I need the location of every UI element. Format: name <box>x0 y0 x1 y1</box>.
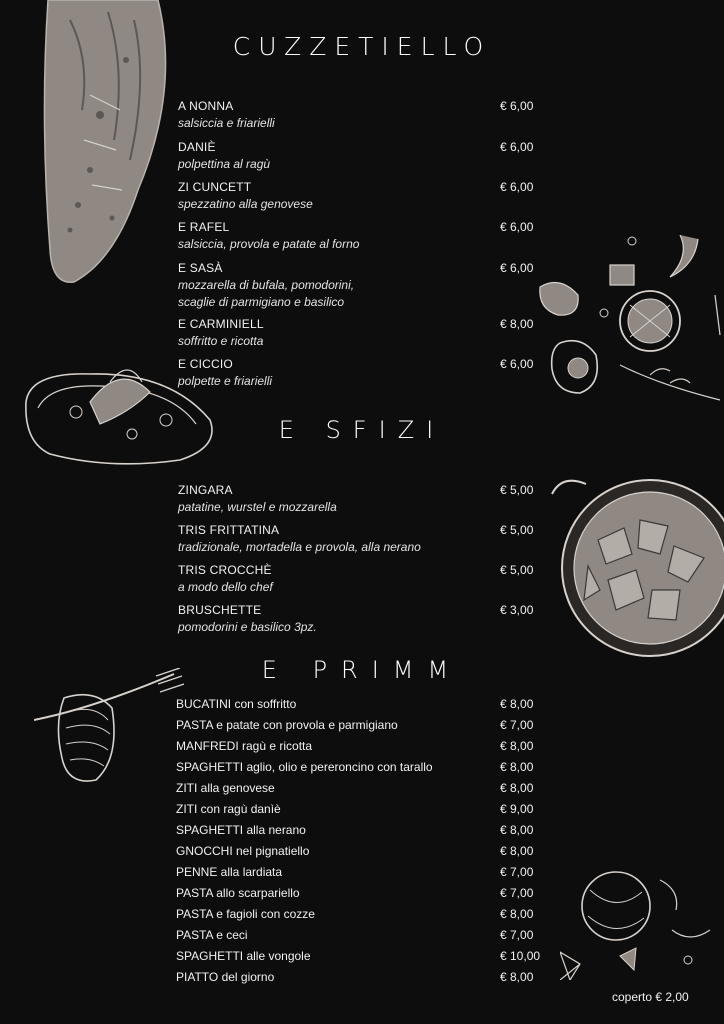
list-item <box>176 717 556 738</box>
menu-item <box>178 602 550 636</box>
section-title-sfizi: E SFIZI <box>278 416 446 444</box>
menu-item <box>178 316 550 350</box>
item-price: € 8,00 <box>500 739 534 753</box>
item-name: ZITI con ragù danìè <box>176 802 281 816</box>
item-name: A NONNA <box>178 99 234 113</box>
item-name: PASTA e fagioli con cozze <box>176 907 315 921</box>
list-item <box>176 969 556 990</box>
item-description: polpettina al ragù <box>178 157 271 171</box>
item-price: € 7,00 <box>500 886 534 900</box>
potato-pan-illustration <box>528 470 724 660</box>
item-name: PENNE alla lardiata <box>176 865 283 879</box>
item-name: MANFREDI ragù e ricotta <box>176 739 313 753</box>
item-price: € 10,00 <box>500 949 541 963</box>
item-price: € 6,00 <box>500 99 534 113</box>
item-name: BRUSCHETTE <box>178 603 262 617</box>
menu-item <box>178 219 550 253</box>
cover-charge: coperto € 2,00 <box>612 990 689 1004</box>
item-name: SPAGHETTI alla nerano <box>176 823 306 837</box>
item-price: € 6,00 <box>500 261 534 275</box>
item-price: € 6,00 <box>500 357 534 371</box>
item-price: € 6,00 <box>500 220 534 234</box>
item-name: ZITI alla genovese <box>176 781 275 795</box>
list-item <box>176 822 556 843</box>
item-name: TRIS FRITTATINA <box>178 523 280 537</box>
item-name: DANIÈ <box>178 140 216 154</box>
item-price: € 8,00 <box>500 781 534 795</box>
section-title-cuzzetiello: CUZZETIELLO <box>232 32 492 61</box>
item-description: polpette e friarielli <box>178 374 273 388</box>
item-price: € 8,00 <box>500 317 534 331</box>
item-description: spezzatino alla genovese <box>178 197 313 211</box>
menu-item <box>178 98 550 132</box>
item-price: € 7,00 <box>500 718 534 732</box>
item-name: GNOCCHI nel pignatiello <box>176 844 310 858</box>
vegetables-illustration <box>520 225 724 420</box>
menu-item <box>178 179 550 213</box>
item-name: E CARMINIELL <box>178 317 264 331</box>
item-price: € 8,00 <box>500 844 534 858</box>
item-name: PASTA allo scarpariello <box>176 886 300 900</box>
item-price: € 8,00 <box>500 970 534 984</box>
list-item <box>176 696 556 717</box>
list-item <box>176 780 556 801</box>
list-item <box>176 948 556 969</box>
item-price: € 7,00 <box>500 865 534 879</box>
item-price: € 6,00 <box>500 140 534 154</box>
item-name: PIATTO del giorno <box>176 970 275 984</box>
item-name: TRIS CROCCHÈ <box>178 563 272 577</box>
item-name: ZINGARA <box>178 483 233 497</box>
item-description: scaglie di parmigiano e basilico <box>178 295 345 309</box>
item-price: € 5,00 <box>500 563 534 577</box>
spaghetti-fork-illustration <box>34 668 184 798</box>
item-description: a modo dello chef <box>178 580 273 594</box>
item-description: pomodorini e basilico 3pz. <box>178 620 317 634</box>
item-name: E SASÀ <box>178 261 223 275</box>
list-item <box>176 759 556 780</box>
list-item <box>176 906 556 927</box>
item-name: SPAGHETTI alle vongole <box>176 949 311 963</box>
menu-item <box>178 482 550 516</box>
item-price: € 8,00 <box>500 697 534 711</box>
item-price: € 8,00 <box>500 760 534 774</box>
item-price: € 8,00 <box>500 907 534 921</box>
menu-item <box>178 562 550 596</box>
item-price: € 5,00 <box>500 483 534 497</box>
item-description: salsiccia e friarielli <box>178 116 275 130</box>
item-description: salsiccia, provola e patate al forno <box>178 237 360 251</box>
list-item <box>176 843 556 864</box>
menu-item <box>178 139 550 173</box>
farfalle-pasta-illustration <box>560 860 724 980</box>
section-title-primm: E PRIMM <box>261 656 463 684</box>
item-price: € 9,00 <box>500 802 534 816</box>
item-description: soffritto e ricotta <box>178 334 264 348</box>
item-price: € 5,00 <box>500 523 534 537</box>
item-name: ZI CUNCETT <box>178 180 252 194</box>
list-item <box>176 885 556 906</box>
item-name: SPAGHETTI aglio, olio e pereroncino con tarallo <box>176 760 433 774</box>
item-price: € 3,00 <box>500 603 534 617</box>
list-item <box>176 801 556 822</box>
item-description: tradizionale, mortadella e provola, alla nerano <box>178 540 421 554</box>
menu-item <box>178 356 550 390</box>
item-name: PASTA e patate con provola e parmigiano <box>176 718 398 732</box>
item-price: € 6,00 <box>500 180 534 194</box>
item-name: BUCATINI con soffritto <box>176 697 297 711</box>
pasta-list <box>176 696 556 990</box>
item-price: € 7,00 <box>500 928 534 942</box>
menu-item <box>178 260 550 311</box>
list-item <box>176 864 556 885</box>
item-name: E CICCIO <box>178 357 233 371</box>
item-description: mozzarella di bufala, pomodorini, <box>178 278 355 292</box>
list-item <box>176 738 556 759</box>
item-name: E RAFEL <box>178 220 230 234</box>
item-description: patatine, wurstel e mozzarella <box>178 500 337 514</box>
menu-item <box>178 522 550 556</box>
item-name: PASTA e ceci <box>176 928 248 942</box>
item-price: € 8,00 <box>500 823 534 837</box>
list-item <box>176 927 556 948</box>
